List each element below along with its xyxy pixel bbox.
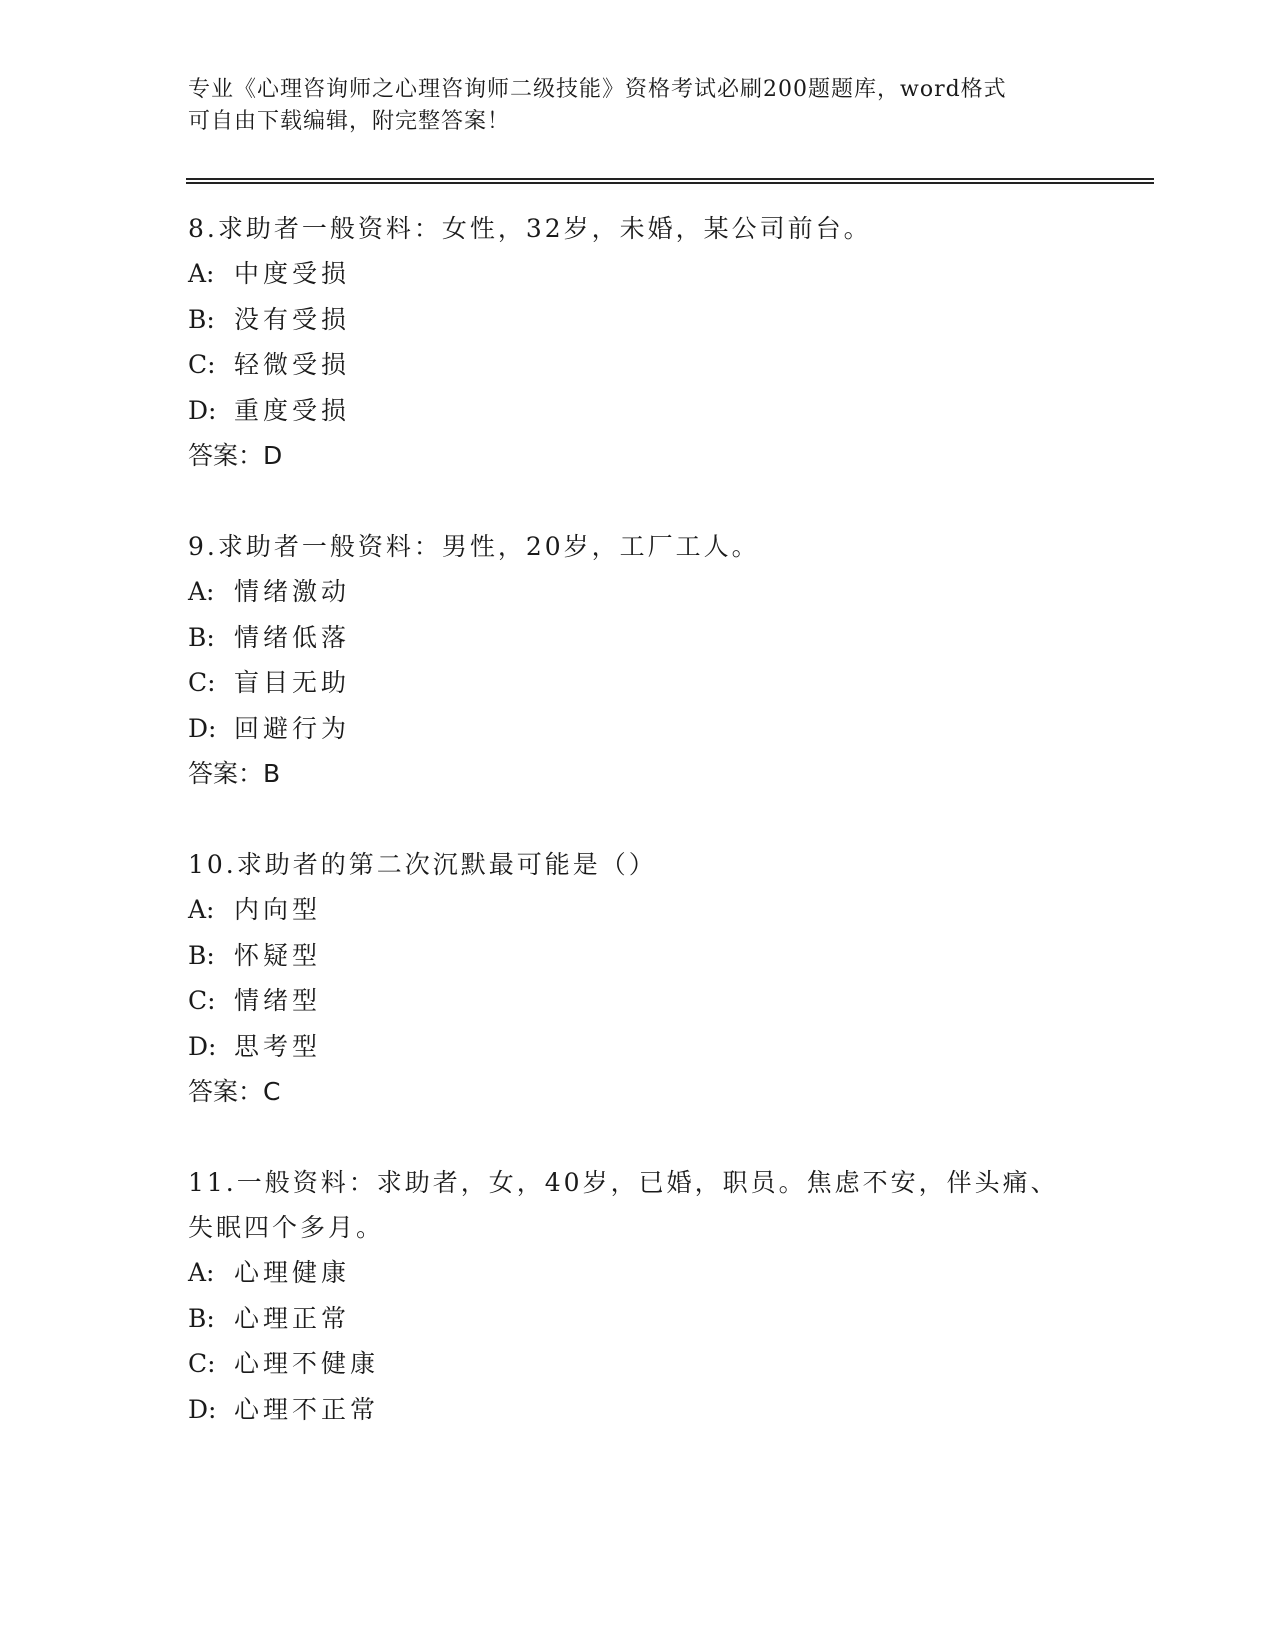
option-c (188, 660, 1088, 706)
header-line-1: 专业《心理咨询师之心理咨询师二级技能》资格考试必刷200题题库，word格式 (188, 77, 1007, 102)
option-letter: D: (188, 1031, 217, 1061)
option-text: 怀疑型 (234, 940, 322, 970)
spacer (188, 797, 1088, 842)
answer-line: 答案：B (188, 759, 281, 788)
option-d (188, 1387, 1088, 1433)
option-letter: D: (188, 713, 217, 743)
option-c (188, 1341, 1088, 1387)
option-letter: C: (188, 1349, 216, 1378)
option-letter: A: (188, 1258, 215, 1287)
question-11 (188, 1160, 1088, 1432)
option-letter: B: (188, 304, 215, 334)
option-d (188, 388, 1088, 434)
option-letter: A: (188, 895, 215, 924)
question-9 (188, 524, 1088, 797)
option-text: 情绪型 (234, 986, 322, 1015)
option-text: 没有受损 (234, 304, 351, 334)
option-d (188, 1024, 1088, 1070)
question-title-line-1: 11.一般资料：求助者，女，40岁，已婚，职员。焦虑不安，伴头痛、 (188, 1168, 1059, 1197)
option-letter: C: (188, 986, 216, 1015)
option-a (188, 251, 1088, 297)
option-b (188, 933, 1088, 979)
option-text: 情绪低落 (234, 622, 351, 652)
question-10 (188, 842, 1088, 1115)
question-title-line-2: 失眠四个多月。 (188, 1213, 385, 1242)
option-b (188, 615, 1088, 661)
header-line-2: 可自由下载编辑，附完整答案！ (188, 109, 511, 134)
option-letter: B: (188, 622, 215, 652)
option-letter: A: (188, 259, 215, 288)
option-text: 心理不健康 (234, 1349, 380, 1378)
option-letter: D: (188, 395, 217, 425)
option-letter: C: (188, 668, 216, 697)
option-letter: D: (188, 1394, 217, 1424)
option-b (188, 1296, 1088, 1342)
option-text: 重度受损 (234, 395, 351, 425)
option-text: 轻微受损 (234, 350, 351, 379)
header-divider (186, 178, 1154, 184)
question-title: 8.求助者一般资料：女性，32岁，未婚，某公司前台。 (188, 214, 872, 243)
option-a (188, 569, 1088, 615)
option-a (188, 887, 1088, 933)
option-c (188, 342, 1088, 388)
question-title: 10.求助者的第二次沉默最可能是（） (188, 850, 657, 879)
question-list (188, 206, 1088, 1432)
option-text: 内向型 (234, 895, 322, 924)
option-text: 心理正常 (234, 1303, 351, 1333)
option-letter: B: (188, 1303, 215, 1333)
option-text: 心理健康 (234, 1258, 351, 1287)
option-text: 回避行为 (234, 713, 351, 743)
option-letter: C: (188, 350, 216, 379)
answer-line: 答案：D (188, 441, 283, 470)
option-text: 思考型 (234, 1031, 322, 1061)
option-letter: B: (188, 940, 215, 970)
option-c (188, 978, 1088, 1024)
option-b (188, 297, 1088, 343)
spacer (188, 479, 1088, 524)
question-title: 9.求助者一般资料：男性，20岁，工厂工人。 (188, 532, 760, 561)
option-text: 情绪激动 (234, 577, 351, 606)
option-a (188, 1250, 1088, 1296)
option-text: 盲目无助 (234, 668, 351, 697)
option-text: 心理不正常 (234, 1394, 380, 1424)
answer-line: 答案：C (188, 1077, 281, 1106)
document-header (188, 74, 1088, 138)
option-letter: A: (188, 577, 215, 606)
question-8 (188, 206, 1088, 479)
spacer (188, 1115, 1088, 1160)
option-text: 中度受损 (234, 259, 351, 288)
option-d (188, 706, 1088, 752)
